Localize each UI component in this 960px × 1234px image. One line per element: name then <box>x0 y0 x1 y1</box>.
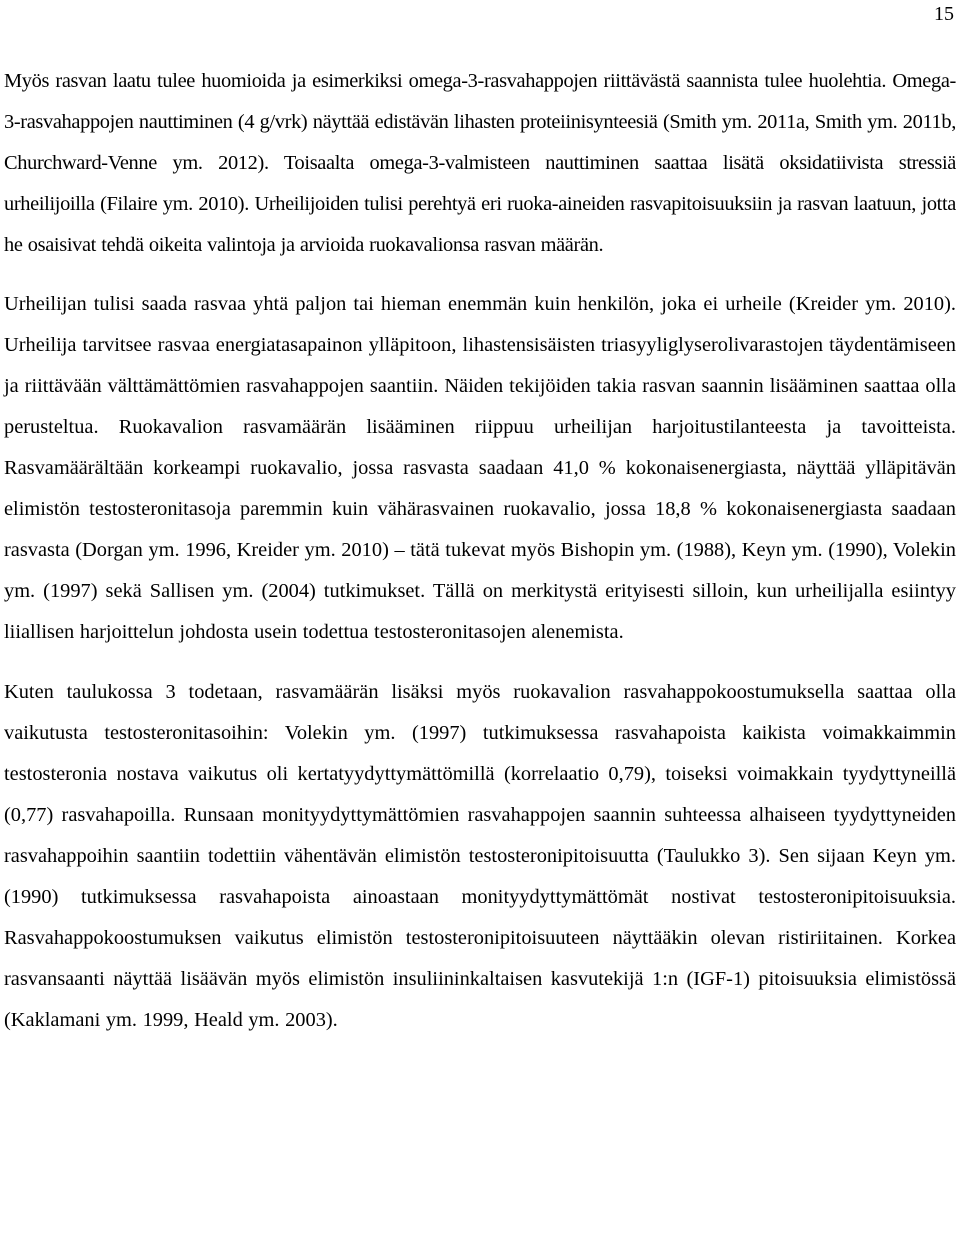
document-body <box>4 61 956 1041</box>
paragraph-omega-3: Myös rasvan laatu tulee huomioida ja esimerkiksi omega-3-rasvahappojen riittävästä saannista tulee huolehtia. Omega-3-rasvahappojen nauttiminen (4 g/vrk) näyttää edistävän lihasten proteiinisynteesiä (Smith ym. 2011a, Smith ym. 2011b, Churchward-Venne ym. 2012). Toisaalta omega-3-valmisteen nauttiminen saattaa lisätä oksidatiivista stressiä urheilijoilla (Filaire ym. 2010). Urheilijoiden tulisi perehtyä eri ruoka-aineiden rasvapitoisuuksiin ja rasvan laatuun, jotta he osaisivat tehdä oikeita valintoja ja arvioida ruokavalionsa rasvan määrän. <box>4 70 956 256</box>
paragraph-fatty-acid-composition: Kuten taulukossa 3 todetaan, rasvamäärän lisäksi myös ruokavalion rasvahappokoostumuksella saattaa olla vaikutusta testosteronitasoihin: Volekin ym. (1997) tutkimuksessa rasvahapoista kaikista voimakkaimmin testosteronia nostava vaikutus oli kertatyydyttymättömillä (korrelaatio 0,79), toiseksi voimakkain tyydyttyneillä (0,77) rasvahapoilla. Runsaan monityydyttymättömien rasvahappojen saannin suhteessa alhaiseen tyydyttyneiden rasvahappoihin saantiin todettiin vähentävän elimistön testosteronipitoisuutta (Taulukko 3). Sen sijaan Keyn ym. (1990) tutkimuksessa rasvahapoista ainoastaan monityydyttymättömät nostivat testosteronipitoisuuksia. Rasvahappokoostumuksen vaikutus elimistön testosteronipitoisuuteen näyttääkin olevan ristiriitainen. Korkea rasvansaanti näyttää lisäävän myös elimistön insuliininkaltaisen kasvutekijä 1:n (IGF-1) pitoisuuksia elimistössä (Kaklamani ym. 1999, Heald ym. 2003). <box>4 681 956 1031</box>
paragraph-fat-intake: Urheilijan tulisi saada rasvaa yhtä paljon tai hieman enemmän kuin henkilön, joka ei urheile (Kreider ym. 2010). Urheilija tarvitsee rasvaa energiatasapainon ylläpitoon, lihastensisäisten triasyyliglyserolivarastojen täydentämiseen ja riittävään välttämättömien rasvahappojen saantiin. Näiden tekijöiden takia rasvan saannin lisääminen saattaa olla perusteltua. Ruokavalion rasvamäärän lisääminen riippuu urheilijan harjoitustilanteesta ja tavoitteista. Rasvamäärältään korkeampi ruokavalio, jossa rasvasta saadaan 41,0 % kokonaisenergiasta, näyttää ylläpitävän elimistön testosteronitasoja paremmin kuin vähärasvainen ruokavalio, jossa 18,8 % kokonaisenergiasta saadaan rasvasta (Dorgan ym. 1996, Kreider ym. 2010) – tätä tukevat myös Bishopin ym. (1988), Keyn ym. (1990), Volekin ym. (1997) sekä Sallisen ym. (2004) tutkimukset. Tällä on merkitystä erityisesti silloin, kun urheilijalla esiintyy liiallisen harjoittelun johdosta usein todettua testosteronitasojen alenemista. <box>4 293 956 643</box>
page-number: 15 <box>934 3 954 25</box>
